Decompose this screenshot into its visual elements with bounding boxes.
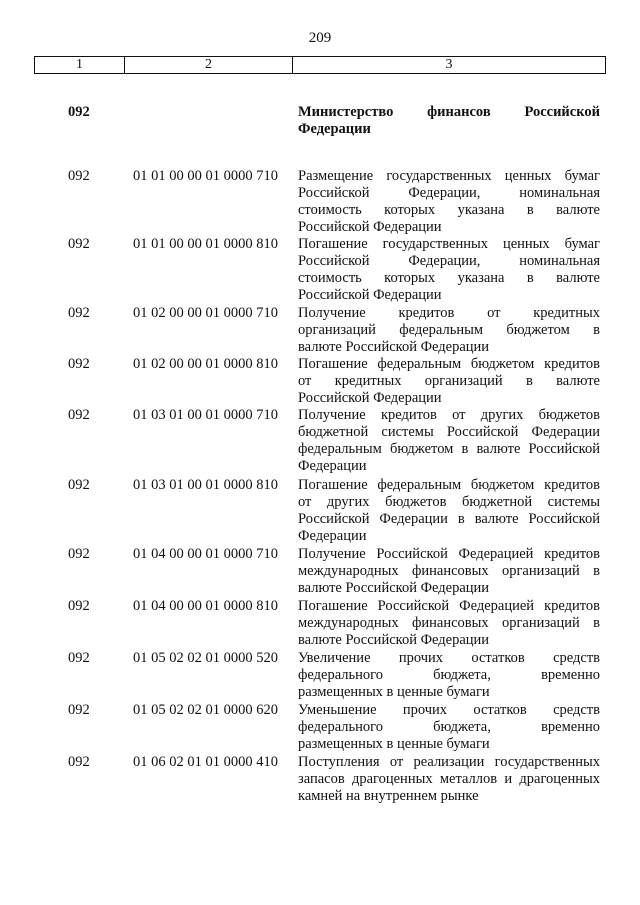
row-description [298, 477, 600, 545]
row-description [298, 356, 600, 407]
row-description-line: Российской Федерации в валюте Российской [298, 511, 600, 527]
row-description-line: Федерации [298, 458, 367, 474]
row-description-line: федерального бюджета, временно [298, 719, 600, 735]
row-ministry-code: 092 [68, 477, 90, 493]
row-description-line: запасов драгоценных металлов и драгоценных [298, 771, 600, 787]
row-ministry-code: 092 [68, 702, 90, 718]
row-description-line: от других бюджетов бюджетной системы [298, 494, 600, 510]
row-budget-classification-code: 01 04 00 00 01 0000 810 [133, 598, 278, 614]
row-budget-classification-code: 01 01 00 00 01 0000 710 [133, 168, 278, 184]
column-header-2: 2 [125, 57, 293, 73]
row-description-line: федеральным бюджетом в валюте Российской [298, 441, 600, 457]
row-description-line: Федерации [298, 528, 367, 544]
row-description-line: Получение Российской Федерацией кредитов [298, 546, 600, 562]
row-description-line: Российской Федерации, номинальная [298, 185, 600, 201]
row-description-line: стоимость которых указана в валюте [298, 270, 600, 286]
row-description-line: федерального бюджета, временно [298, 667, 600, 683]
row-budget-classification-code: 01 03 01 00 01 0000 810 [133, 477, 278, 493]
row-ministry-code: 092 [68, 650, 90, 666]
row-ministry-code: 092 [68, 754, 90, 770]
row-description-line: Российской Федерации [298, 219, 442, 235]
row-description [298, 104, 600, 138]
row-description [298, 650, 600, 701]
row-description-line: Получение кредитов от других бюджетов [298, 407, 600, 423]
row-description-line: камней на внутреннем рынке [298, 788, 479, 804]
row-description [298, 305, 600, 356]
row-description [298, 702, 600, 753]
row-description-line: Погашение федеральным бюджетом кредитов [298, 477, 600, 493]
column-header-1: 1 [35, 57, 125, 73]
page-number: 209 [308, 30, 332, 46]
row-description-line: Погашение Российской Федерацией кредитов [298, 598, 600, 614]
row-description [298, 754, 600, 805]
column-header-row [34, 56, 606, 74]
row-ministry-code: 092 [68, 356, 90, 372]
row-description-line: Уменьшение прочих остатков средств [298, 702, 600, 718]
row-description-line: Российской Федерации [298, 390, 442, 406]
row-description-line: Получение кредитов от кредитных [298, 305, 600, 321]
row-budget-classification-code: 01 01 00 00 01 0000 810 [133, 236, 278, 252]
row-description-line: Поступления от реализации государственных [298, 754, 600, 770]
row-description-line: от кредитных организаций в валюте [298, 373, 600, 389]
row-budget-classification-code: 01 03 01 00 01 0000 710 [133, 407, 278, 423]
row-description [298, 546, 600, 597]
row-description-line: валюте Российской Федерации [298, 339, 490, 355]
row-description-line: валюте Российской Федерации [298, 632, 490, 648]
row-description-line: Погашение государственных ценных бумаг [298, 236, 600, 252]
row-ministry-code: 092 [68, 546, 90, 562]
row-description-line: организаций федеральным бюджетом в [298, 322, 600, 338]
row-budget-classification-code: 01 06 02 01 01 0000 410 [133, 754, 278, 770]
row-ministry-code: 092 [68, 168, 90, 184]
row-ministry-code: 092 [68, 104, 90, 120]
row-budget-classification-code: 01 04 00 00 01 0000 710 [133, 546, 278, 562]
row-description [298, 407, 600, 475]
row-budget-classification-code: 01 05 02 02 01 0000 620 [133, 702, 278, 718]
row-description-line: стоимость которых указана в валюте [298, 202, 600, 218]
row-description [298, 236, 600, 304]
row-ministry-code: 092 [68, 598, 90, 614]
row-budget-classification-code: 01 02 00 00 01 0000 710 [133, 305, 278, 321]
row-description-line: Увеличение прочих остатков средств [298, 650, 600, 666]
row-description-line: размещенных в ценные бумаги [298, 684, 490, 700]
row-description-line: размещенных в ценные бумаги [298, 736, 490, 752]
row-description [298, 598, 600, 649]
row-description-line: Российской Федерации [298, 287, 442, 303]
row-description [298, 168, 600, 236]
row-description-line: Федерации [298, 121, 371, 137]
column-header-3: 3 [445, 57, 453, 72]
row-budget-classification-code: 01 05 02 02 01 0000 520 [133, 650, 278, 666]
row-description-line: Погашение федеральным бюджетом кредитов [298, 356, 600, 372]
row-description-line: международных финансовых организаций в [298, 563, 600, 579]
row-budget-classification-code: 01 02 00 00 01 0000 810 [133, 356, 278, 372]
row-ministry-code: 092 [68, 305, 90, 321]
row-description-line: валюте Российской Федерации [298, 580, 490, 596]
row-ministry-code: 092 [68, 407, 90, 423]
row-description-line: Министерство финансов Российской [298, 104, 600, 120]
row-description-line: Российской Федерации, номинальная [298, 253, 600, 269]
row-description-line: Размещение государственных ценных бумаг [298, 168, 600, 184]
row-ministry-code: 092 [68, 236, 90, 252]
row-description-line: международных финансовых организаций в [298, 615, 600, 631]
row-description-line: бюджетной системы Российской Федерации [298, 424, 600, 440]
